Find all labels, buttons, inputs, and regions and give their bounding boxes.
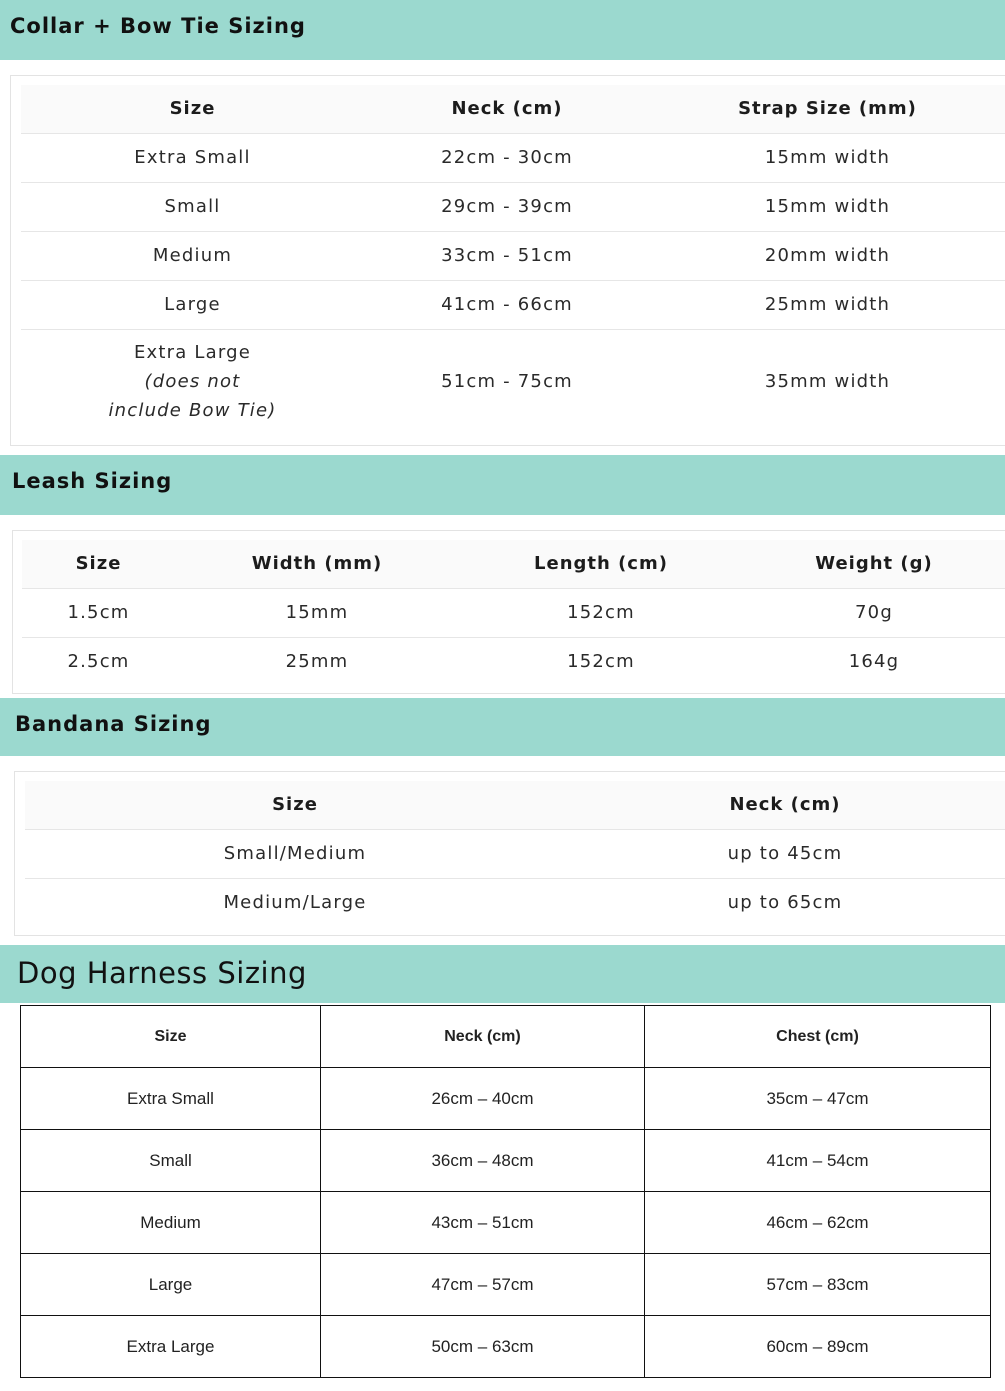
leash-title: Leash Sizing — [12, 469, 173, 493]
table-row — [21, 231, 1005, 280]
width-cell: 25mm — [285, 651, 349, 673]
table-row — [21, 1068, 991, 1130]
weight-cell: 164g — [848, 651, 900, 673]
neck-cell: up to 45cm — [565, 829, 1005, 878]
col-header-size: Size — [21, 85, 364, 133]
col-header-neck: Neck (cm) — [565, 781, 1005, 829]
size-note-line: include Bow Tie) — [108, 399, 277, 421]
weight-cell: 70g — [743, 588, 1005, 637]
neck-cell: 33cm - 51cm — [364, 231, 650, 280]
size-cell: Medium — [21, 231, 364, 280]
neck-cell: 43cm – 51cm — [321, 1192, 645, 1254]
col-header-chest: Chest (cm) — [645, 1006, 991, 1068]
leash-header-row — [22, 540, 1005, 588]
chest-cell: 57cm – 83cm — [645, 1254, 991, 1316]
collar-header-band — [0, 0, 1005, 60]
bandana-header-band — [0, 698, 1005, 756]
size-cell: Large — [21, 280, 364, 329]
strap-cell: 35mm width — [764, 370, 891, 392]
length-cell: 152cm — [567, 651, 635, 673]
col-header-size: Size — [25, 781, 565, 829]
table-row — [21, 1254, 991, 1316]
table-row — [21, 133, 1005, 182]
neck-cell: up to 65cm — [727, 892, 843, 914]
col-header-length: Length (cm) — [459, 540, 743, 588]
neck-cell: 22cm - 30cm — [364, 133, 650, 182]
length-cell: 152cm — [459, 588, 743, 637]
col-header-width: Width (mm) — [175, 540, 459, 588]
chest-cell: 41cm – 54cm — [645, 1130, 991, 1192]
leash-table — [22, 540, 1005, 686]
size-cell: Small — [21, 1130, 321, 1192]
neck-cell: 47cm – 57cm — [321, 1254, 645, 1316]
table-row — [21, 182, 1005, 231]
neck-cell: 50cm – 63cm — [321, 1316, 645, 1378]
size-cell: Medium/Large — [223, 892, 367, 914]
neck-cell: 41cm - 66cm — [364, 280, 650, 329]
bandana-header-row — [25, 781, 1005, 829]
size-cell: Small/Medium — [25, 829, 565, 878]
neck-cell: 36cm – 48cm — [321, 1130, 645, 1192]
chest-cell: 35cm – 47cm — [645, 1068, 991, 1130]
table-row — [22, 637, 1005, 686]
strap-cell: 20mm width — [650, 231, 1005, 280]
table-row — [21, 280, 1005, 329]
strap-cell: 15mm width — [650, 133, 1005, 182]
col-header-neck: Neck (cm) — [364, 85, 650, 133]
size-cell: Extra Small — [21, 1068, 321, 1130]
collar-title: Collar + Bow Tie Sizing — [10, 14, 306, 38]
leash-header-band — [0, 455, 1005, 515]
size-line: Extra Large — [133, 341, 252, 363]
col-header-weight: Weight (g) — [743, 540, 1005, 588]
neck-cell: 29cm - 39cm — [364, 182, 650, 231]
collar-header-row — [21, 85, 1005, 133]
strap-cell: 15mm width — [650, 182, 1005, 231]
size-note-line: (does not — [144, 370, 241, 392]
table-row — [25, 878, 1005, 927]
harness-header-row — [21, 1006, 991, 1068]
size-cell: 1.5cm — [22, 588, 175, 637]
col-header-neck: Neck (cm) — [321, 1006, 645, 1068]
col-header-size: Size — [21, 1006, 321, 1068]
neck-cell: 51cm - 75cm — [441, 370, 573, 392]
table-row — [21, 329, 1005, 433]
size-cell: Medium — [21, 1192, 321, 1254]
chest-cell: 60cm – 89cm — [645, 1316, 991, 1378]
harness-header-band — [0, 945, 1005, 1003]
bandana-table — [25, 781, 1005, 927]
table-row — [21, 1130, 991, 1192]
col-header-strap: Strap Size (mm) — [650, 85, 1005, 133]
size-cell: Large — [21, 1254, 321, 1316]
table-row — [21, 1316, 991, 1378]
size-cell: 2.5cm — [67, 651, 130, 673]
harness-table — [20, 1005, 991, 1378]
size-cell-extra-large — [21, 329, 364, 433]
strap-cell: 25mm width — [650, 280, 1005, 329]
size-cell: Small — [21, 182, 364, 231]
bandana-title: Bandana Sizing — [15, 712, 212, 736]
width-cell: 15mm — [175, 588, 459, 637]
table-row — [25, 829, 1005, 878]
table-row — [21, 1192, 991, 1254]
size-cell: Extra Small — [21, 133, 364, 182]
chest-cell: 46cm – 62cm — [645, 1192, 991, 1254]
neck-cell: 26cm – 40cm — [321, 1068, 645, 1130]
harness-title: Dog Harness Sizing — [17, 956, 307, 990]
table-row — [22, 588, 1005, 637]
col-header-size: Size — [22, 540, 175, 588]
collar-table — [21, 85, 1005, 433]
size-cell: Extra Large — [21, 1316, 321, 1378]
